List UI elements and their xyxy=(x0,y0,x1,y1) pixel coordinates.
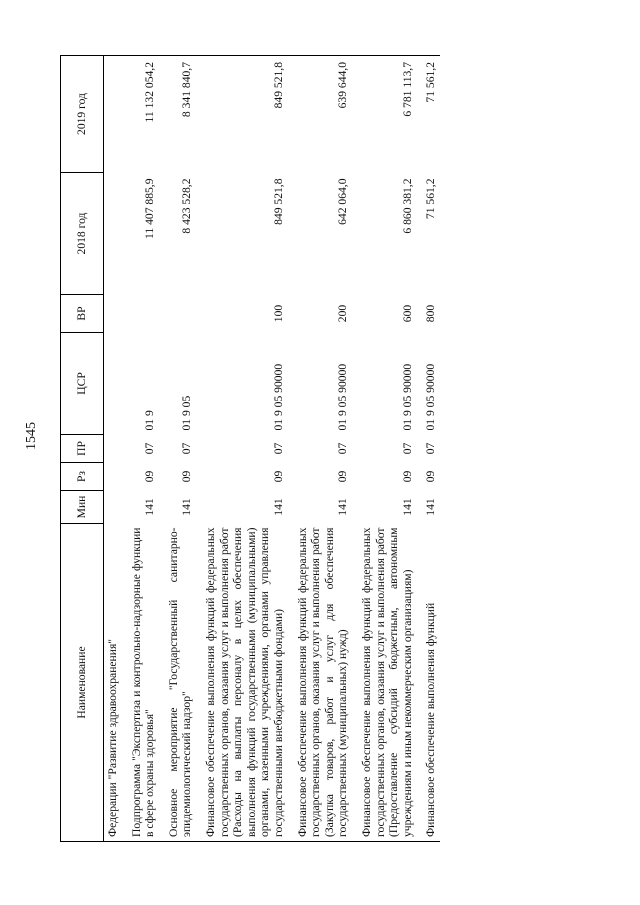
row-min: 141 xyxy=(336,498,350,516)
row-csr xyxy=(104,333,122,435)
header-csr: ЦСР xyxy=(61,333,104,435)
row-name: Финансовое обеспечение выполнения функций xyxy=(416,524,440,842)
row-csr: 01 9 05 90000 xyxy=(336,363,350,431)
row-pr: 07 xyxy=(424,442,438,455)
row-name: Финансовое обеспечение выполнения функций федеральных государственных органов, оказания услуг и выполнения работ (Закупка товаров, работ и услуг для обеспечения государственных (муниципальных) нужд) xyxy=(288,524,352,842)
row-2018: 6 860 381,2 xyxy=(400,178,414,234)
row-vr xyxy=(122,295,159,333)
row-2018: 8 423 528,2 xyxy=(180,178,194,234)
row-rz xyxy=(104,463,122,491)
row-pr: 07 xyxy=(143,442,157,455)
row-min: 141 xyxy=(143,498,157,516)
row-vr xyxy=(159,295,196,333)
row-min: 141 xyxy=(180,498,194,516)
row-name: Финансовое обеспечение выполнения функций федеральных государственных органов, оказания услуг и выполнения работ (Предоставление субсидий бюджетным, автономным учреждениям и иным некоммерческим организациям) xyxy=(352,524,416,842)
row-2018: 849 521,8 xyxy=(271,178,285,225)
row-pr: 07 xyxy=(180,442,194,455)
row-2018: 642 064,0 xyxy=(336,178,350,225)
row-min: 141 xyxy=(424,498,438,516)
header-2018: 2018 год xyxy=(61,173,104,295)
row-name: Финансовое обеспечение выполнения функций федеральных государственных органов, оказания услуг и выполнения работ (Расходы на выплаты персоналу в целях обеспечения выполнения функций государственными (муниципальными) органами, казенными учреждениями, органами управления государственными внебюджетными фондами) xyxy=(196,524,288,842)
row-csr: 01 9 05 90000 xyxy=(271,363,285,431)
row-vr: 800 xyxy=(424,304,438,323)
row-vr: 200 xyxy=(336,304,350,323)
row-vr: 100 xyxy=(271,304,285,323)
table-row xyxy=(352,56,416,842)
table-row xyxy=(104,56,122,842)
header-row xyxy=(61,56,104,842)
row-2019: 8 341 840,7 xyxy=(159,56,196,173)
header-rz: Рз xyxy=(61,463,104,491)
row-2019: 71 561,2 xyxy=(416,56,440,173)
header-name: Наименование xyxy=(61,524,104,842)
row-pr: 07 xyxy=(271,442,285,455)
row-2019: 11 132 054,2 xyxy=(122,56,159,173)
row-rz: 09 xyxy=(271,470,285,483)
row-pr: 07 xyxy=(400,442,414,455)
row-2019: 849 521,8 xyxy=(196,56,288,173)
header-2019: 2019 год xyxy=(61,56,104,173)
table-row xyxy=(196,56,288,842)
row-min: 141 xyxy=(400,498,414,516)
row-vr: 600 xyxy=(400,304,414,323)
row-rz: 09 xyxy=(143,470,157,483)
header-vr: ВР xyxy=(61,295,104,333)
row-2018: 71 561,2 xyxy=(424,178,438,220)
row-csr: 01 9 05 90000 xyxy=(400,363,414,431)
row-rz: 09 xyxy=(424,470,438,483)
row-rz: 09 xyxy=(180,470,194,483)
row-min xyxy=(104,491,122,524)
row-csr: 01 9 05 xyxy=(180,395,194,431)
row-2019: 6 781 113,7 xyxy=(352,56,416,173)
table-row xyxy=(159,56,196,842)
row-2019 xyxy=(104,56,122,173)
row-csr: 01 9 05 90000 xyxy=(424,363,438,431)
row-rz: 09 xyxy=(400,470,414,483)
row-vr xyxy=(104,295,122,333)
row-name: Подпрограмма "Экспертиза и контрольно-надзорные функции в сфере охраны здоровья" xyxy=(122,524,159,842)
row-2018: 11 407 885,9 xyxy=(143,178,157,239)
table-row xyxy=(288,56,352,842)
row-rz: 09 xyxy=(336,470,350,483)
table-row xyxy=(122,56,159,842)
row-min: 141 xyxy=(271,498,285,516)
row-name: Основное мероприятие "Государственный санитарно-эпидемиологический надзор" xyxy=(159,524,196,842)
row-pr xyxy=(104,435,122,463)
header-min: Мин xyxy=(61,491,104,524)
row-csr: 01 9 xyxy=(143,410,157,431)
row-pr: 07 xyxy=(336,442,350,455)
header-pr: ПР xyxy=(61,435,104,463)
row-2018 xyxy=(104,173,122,295)
page-number: 1545 xyxy=(24,422,39,450)
budget-table xyxy=(60,55,440,842)
budget-table-rotated xyxy=(60,56,598,842)
row-name: Федерации "Развитие здравоохранения" xyxy=(104,524,122,842)
table-row xyxy=(416,56,440,842)
row-2019: 639 644,0 xyxy=(288,56,352,173)
